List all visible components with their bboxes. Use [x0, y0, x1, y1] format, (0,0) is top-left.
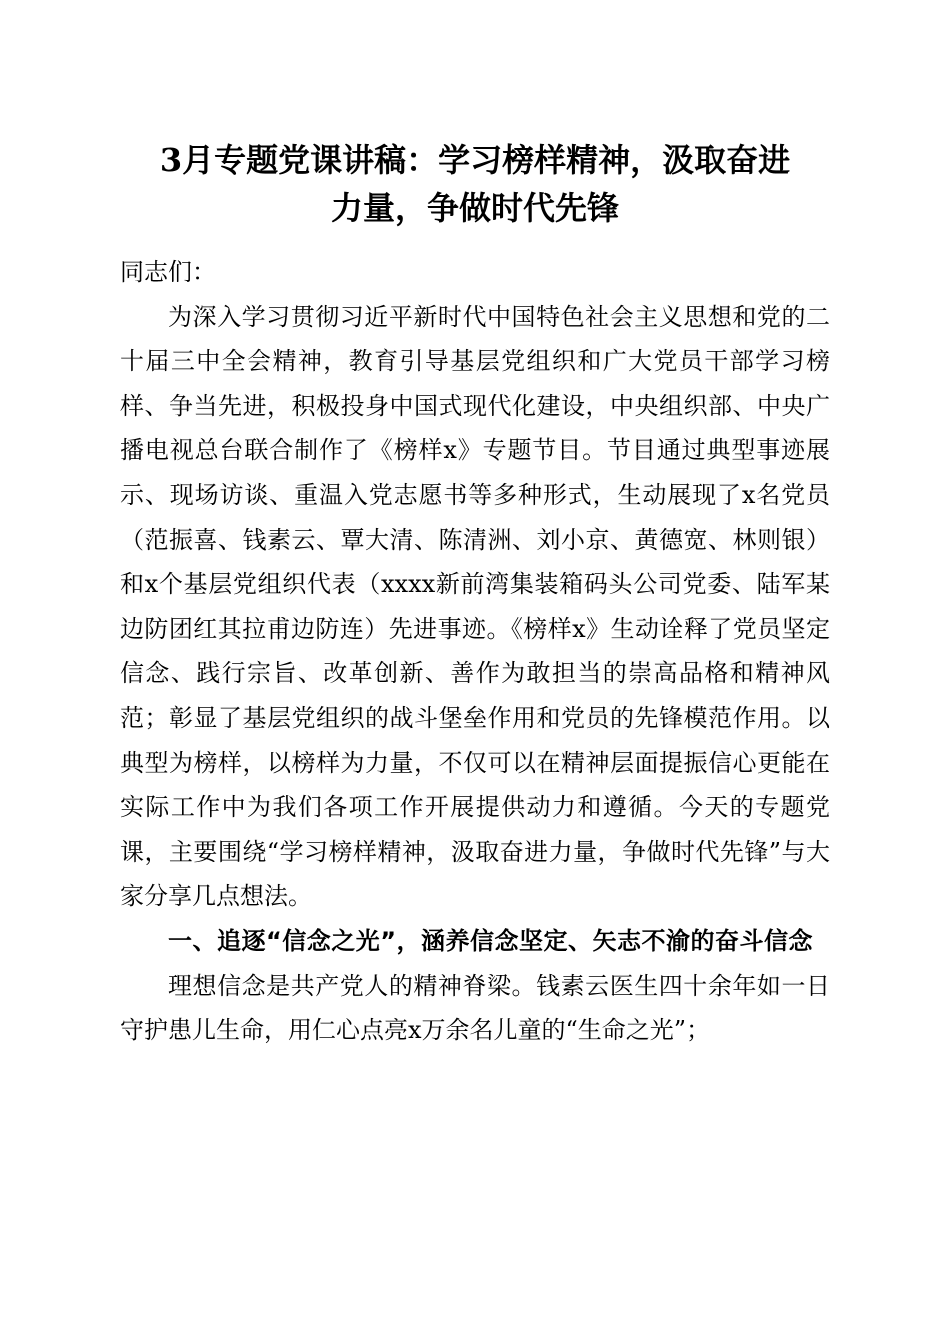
section-heading-1: 一、追逐“信念之光”，涵养信念坚定、矢志不渝的奋斗信念 — [168, 926, 814, 955]
title-line-1: 3月专题党课讲稿：学习榜样精神，汲取奋进 — [159, 141, 791, 179]
document-body — [120, 250, 830, 1053]
document-title — [100, 136, 850, 232]
intro-paragraph: 为深入学习贯彻习近平新时代中国特色社会主义思想和党的二十届三中全会精神，教育引导基层党组织和广大党员干部学习榜样、争当先进，积极投身中国式现代化建设，中央组织部、中央广播电视总台联合制作了《榜样x》专题节目。节目通过典型事迹展示、现场访谈、重温入党志愿书等多种形式，生动展现了x名党员（范振喜、钱素云、覃大清、陈清洲、刘小京、黄德宽、林则银）和x个基层党组织代表（xxxx新前湾集装箱码头公司党委、陆军某边防团红其拉甫边防连）先进事迹。《榜样x》生动诠释了党员坚定信念、践行宗旨、改革创新、善作为敢担当的崇高品格和精神风范；彰显了基层党组织的战斗堡垒作用和党员的先锋模范作用。以典型为榜样，以榜样为力量，不仅可以在精神层面提振信心更能在实际工作中为我们各项工作开展提供动力和遵循。今天的专题党课，主要围绕“学习榜样精神，汲取奋进力量，争做时代先锋”与大家分享几点想法。 — [120, 302, 830, 911]
salutation: 同志们： — [120, 258, 216, 286]
section-1-paragraph: 理想信念是共产党人的精神脊梁。钱素云医生四十余年如一日守护患儿生命，用仁心点亮x万余名儿童的“生命之光”； — [120, 971, 830, 1045]
title-line-2: 力量，争做时代先锋 — [330, 189, 619, 227]
